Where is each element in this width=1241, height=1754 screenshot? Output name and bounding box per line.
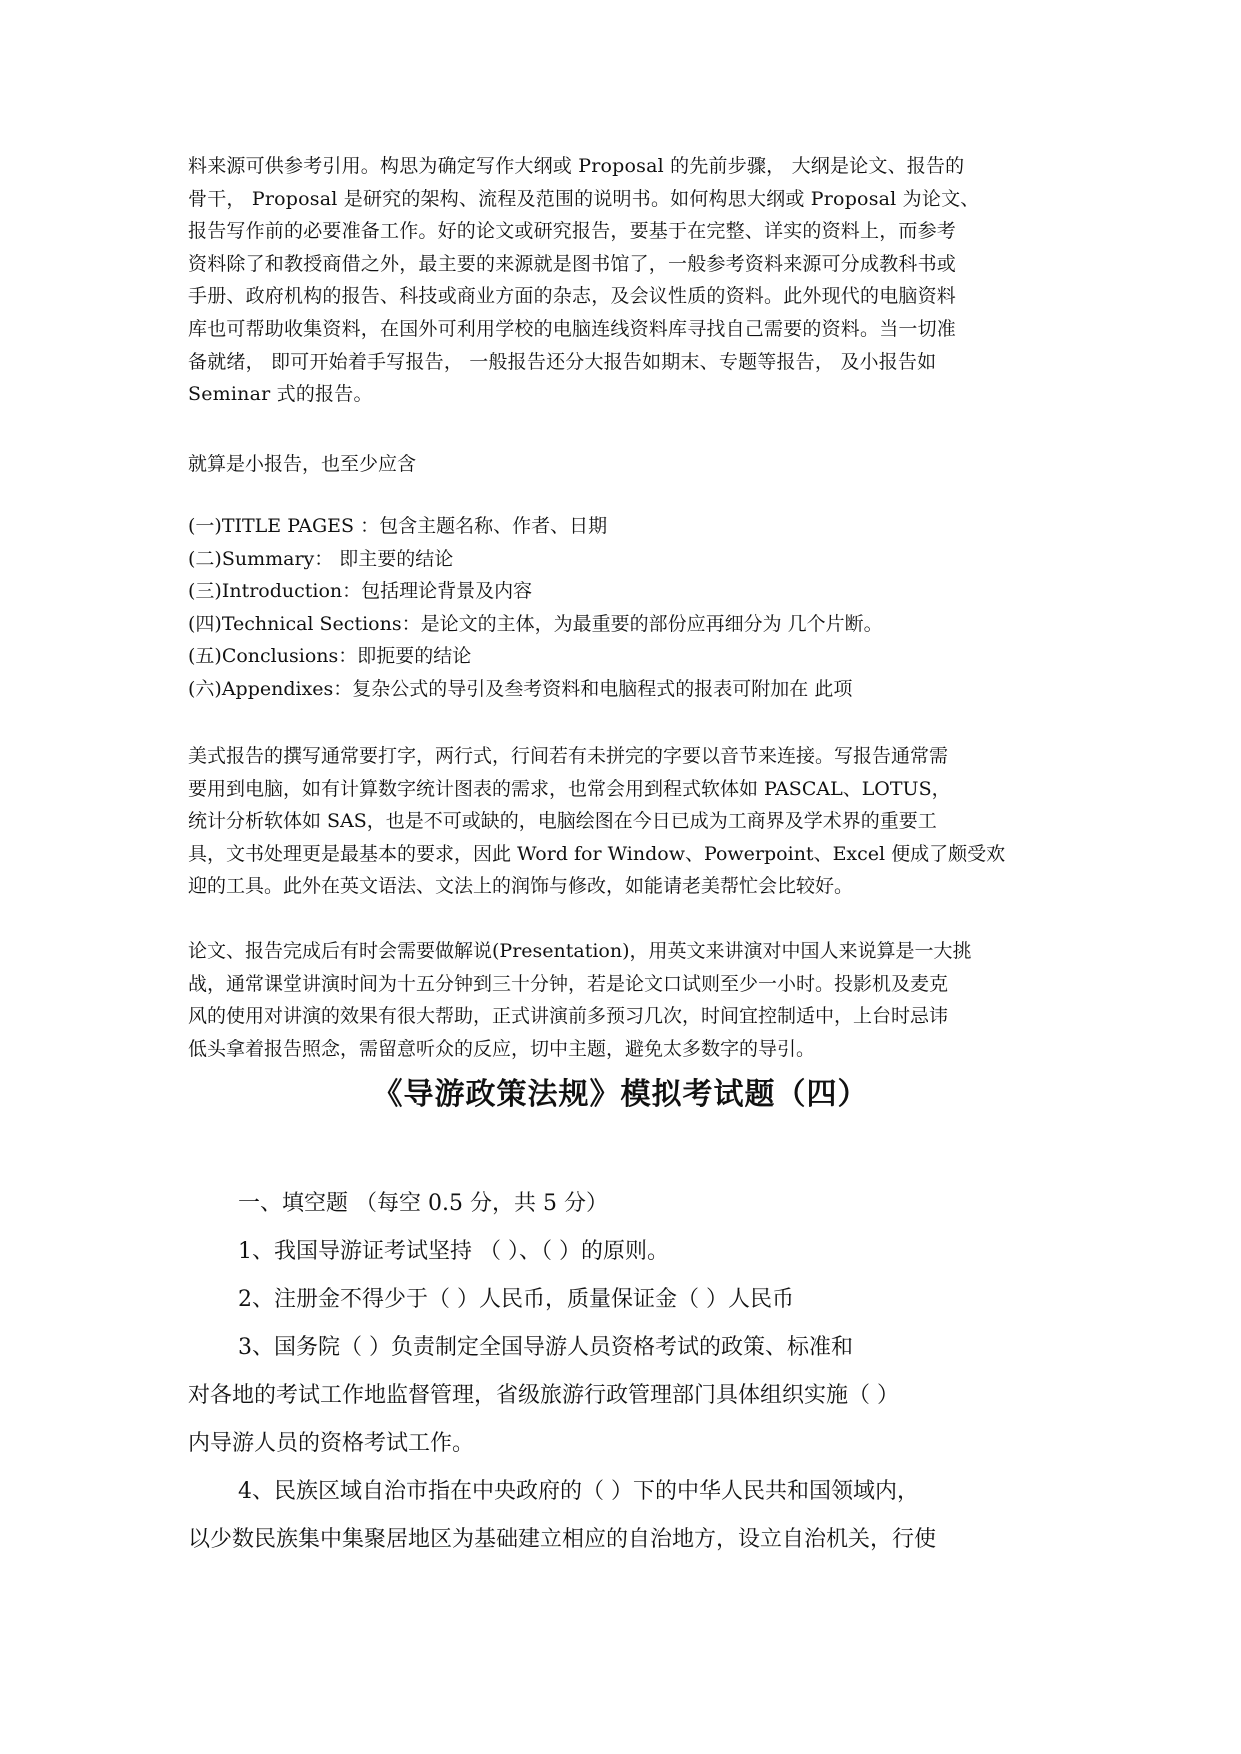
- quiz-section: [188, 1180, 1068, 1564]
- paragraph-references: [188, 150, 1068, 411]
- list-item: (五)Conclusions：即扼要的结论: [188, 645, 472, 667]
- quiz-question: 3、国务院（ ）负责制定全国导游人员资格考试的政策、标准和: [238, 1335, 853, 1360]
- text-line: 论文、报告完成后有时会需要做解说(Presentation)，用英文来讲演对中国人来说算是一大挑: [188, 940, 972, 962]
- list-item: (二)Summary： 即主要的结论: [188, 547, 454, 570]
- text-line: 统计分析软体如 SAS，也是不可或缺的，电脑绘图在今日已成为工商界及学术界的重要工: [188, 810, 937, 833]
- list-item: (一)TITLE PAGES ：包含主题名称、作者、日期: [188, 515, 608, 537]
- text-line: 备就绪， 即可开始着手写报告， 一般报告还分大报告如期末、专题等报告， 及小报告如: [188, 350, 937, 373]
- text-line: 要用到电脑，如有计算数字统计图表的需求，也常会用到程式软体如 PASCAL、LOTUS，: [188, 777, 951, 800]
- text-line: Seminar 式的报告。: [188, 383, 373, 406]
- list-item: (四)Technical Sections：是论文的主体，为最重要的部份应再细分为 几个片断。: [188, 612, 883, 635]
- text-line: 美式报告的撰写通常要打字，两行式，行间若有未拼完的字要以音节来连接。写报告通常需: [188, 745, 949, 767]
- quiz-question-continued: 以少数民族集中集聚居地区为基础建立相应的自治地方，设立自治机关，行使: [188, 1527, 937, 1552]
- quiz-question: 2、注册金不得少于（ ）人民币，质量保证金（ ）人民币: [238, 1287, 794, 1312]
- quiz-question-continued: 对各地的考试工作地监督管理，省级旅游行政管理部门具体组织实施（ ）: [188, 1383, 899, 1408]
- text-line: 战，通常课堂讲演时间为十五分钟到三十分钟，若是论文口试则至少一小时。投影机及麦克: [188, 972, 949, 995]
- text-line: 料来源可供参考引用。构思为确定写作大纲或 Proposal 的先前步骤， 大纲是论文、报告的: [188, 155, 965, 177]
- text-line: 具，文书处理更是最基本的要求，因此 Word for Window、Powerpoint、Excel 便成了颇受欢: [188, 842, 1006, 865]
- text-line: 资料除了和教授商借之外，最主要的来源就是图书馆了，一般参考资料来源可分成教科书或: [188, 252, 957, 275]
- text-line: 库也可帮助收集资料，在国外可利用学校的电脑连线资料库寻找自己需要的资料。当一切准: [188, 317, 957, 340]
- list-item: (六)Appendixes：复杂公式的导引及叁考资料和电脑程式的报表可附加在 此项: [188, 677, 853, 700]
- text-line: 骨干， Proposal 是研究的架构、流程及范围的说明书。如何构思大纲或 Proposal 为论文、: [188, 187, 980, 210]
- list-item: (三)Introduction：包括理论背景及内容: [188, 580, 533, 602]
- quiz-question: 4、民族区域自治市指在中央政府的（ ）下的中华人民共和国领域内，: [238, 1479, 919, 1504]
- text-line: 风的使用对讲演的效果有很大帮助，正式讲演前多预习几次，时间宜控制适中，上台时忌讳: [188, 1005, 949, 1028]
- paragraph-presentation: [188, 935, 1068, 1065]
- exam-title: 《导游政策法规》模拟考试题（四）: [372, 1077, 869, 1112]
- paragraph-typing: [188, 740, 1068, 903]
- text-line: 迎的工具。此外在英文语法、文法上的润饰与修改，如能请老美帮忙会比较好。: [188, 875, 854, 898]
- text-line: 报告写作前的必要准备工作。好的论文或研究报告，要基于在完整、详实的资料上，而参考: [188, 220, 957, 243]
- text-line: 手册、政府机构的报告、科技或商业方面的杂志，及会议性质的资料。此外现代的电脑资料: [188, 285, 957, 308]
- text-line: 低头拿着报告照念，需留意听众的反应，切中主题，避免太多数字的导引。: [188, 1037, 816, 1060]
- quiz-question: 1、我国导游证考试坚持 （ ）、（ ）的原则。: [238, 1239, 669, 1264]
- report-sections-list: [188, 510, 1068, 705]
- quiz-question-continued: 内导游人员的资格考试工作。: [188, 1431, 475, 1456]
- quiz-heading: 一、填空题 （每空 0.5 分，共 5 分）: [238, 1191, 608, 1216]
- intro-sentence: 就算是小报告，也至少应含: [188, 453, 417, 475]
